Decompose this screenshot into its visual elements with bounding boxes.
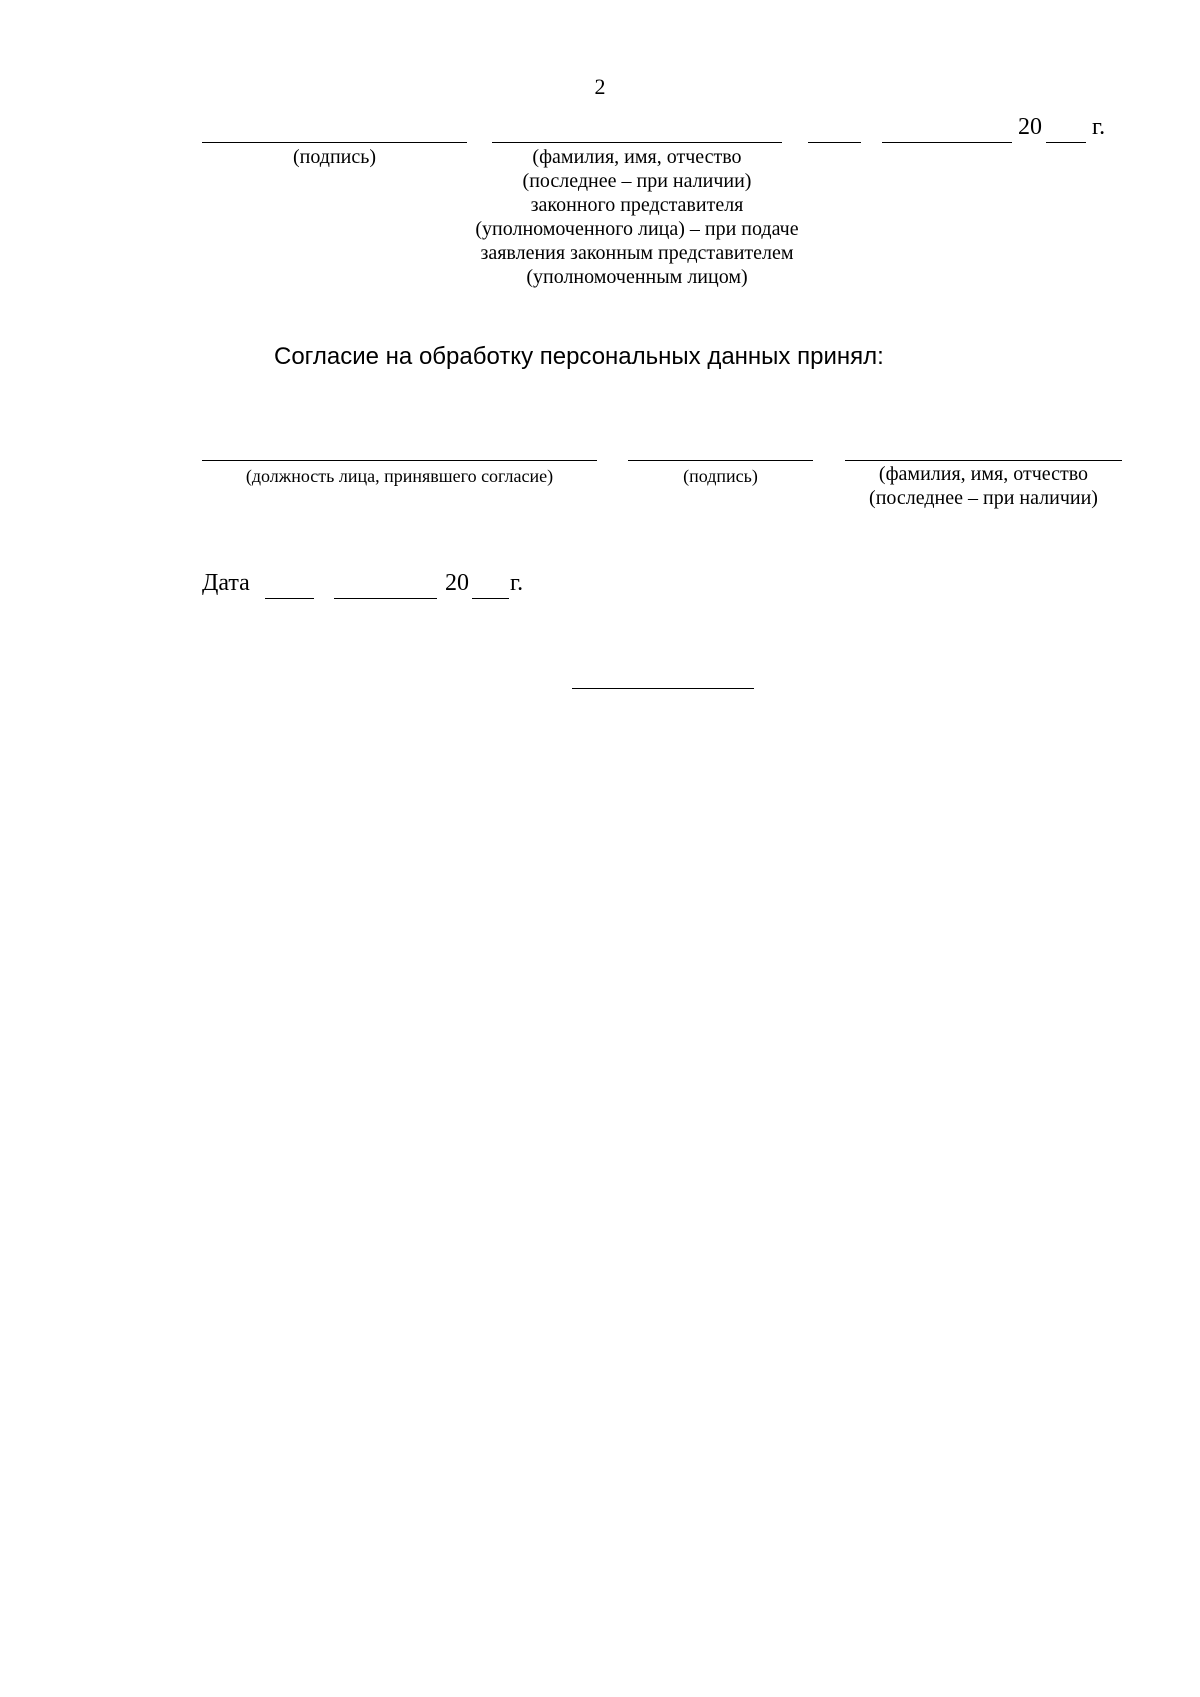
signature-caption: (подпись) <box>683 466 758 486</box>
caption-line: законного представителя <box>530 194 744 216</box>
year-suffix: г. <box>1092 114 1106 140</box>
page-number: 2 <box>594 74 606 99</box>
position-blank-line <box>202 460 597 461</box>
date-year-blank-line <box>472 598 509 599</box>
representative-name-caption <box>412 145 862 289</box>
caption-line: заявления законным представителем <box>480 242 794 264</box>
consent-heading: Согласие на обработку персональных данных принял: <box>274 343 884 370</box>
year-blank-line <box>1046 142 1086 143</box>
caption-line: (уполномоченного лица) – при подаче <box>475 218 799 240</box>
date-label: Дата <box>202 570 250 596</box>
signature-blank-line <box>628 460 813 461</box>
full-name-blank-line <box>492 142 782 143</box>
position-caption: (должность лица, принявшего согласие) <box>245 466 554 486</box>
month-blank-line <box>882 142 1012 143</box>
date-month-blank-line <box>334 598 437 599</box>
caption-line: (фамилия, имя, отчество <box>532 146 742 168</box>
caption-line: (фамилия, имя, отчество <box>878 463 1089 485</box>
caption-line: (последнее – при наличии) <box>869 487 1098 509</box>
date-year-prefix: 20 <box>445 570 469 596</box>
full-name-blank-line <box>845 460 1122 461</box>
year-prefix: 20 <box>1018 114 1042 140</box>
accepting-person-name-caption <box>845 462 1122 510</box>
closing-separator-line <box>572 688 754 689</box>
signature-caption: (подпись) <box>292 146 377 168</box>
caption-line: (уполномоченным лицом) <box>526 266 748 288</box>
caption-line: (последнее – при наличии) <box>522 170 752 192</box>
date-year-suffix: г. <box>510 570 524 596</box>
date-day-blank-line <box>265 598 314 599</box>
signature-blank-line <box>202 142 467 143</box>
day-blank-line <box>808 142 861 143</box>
